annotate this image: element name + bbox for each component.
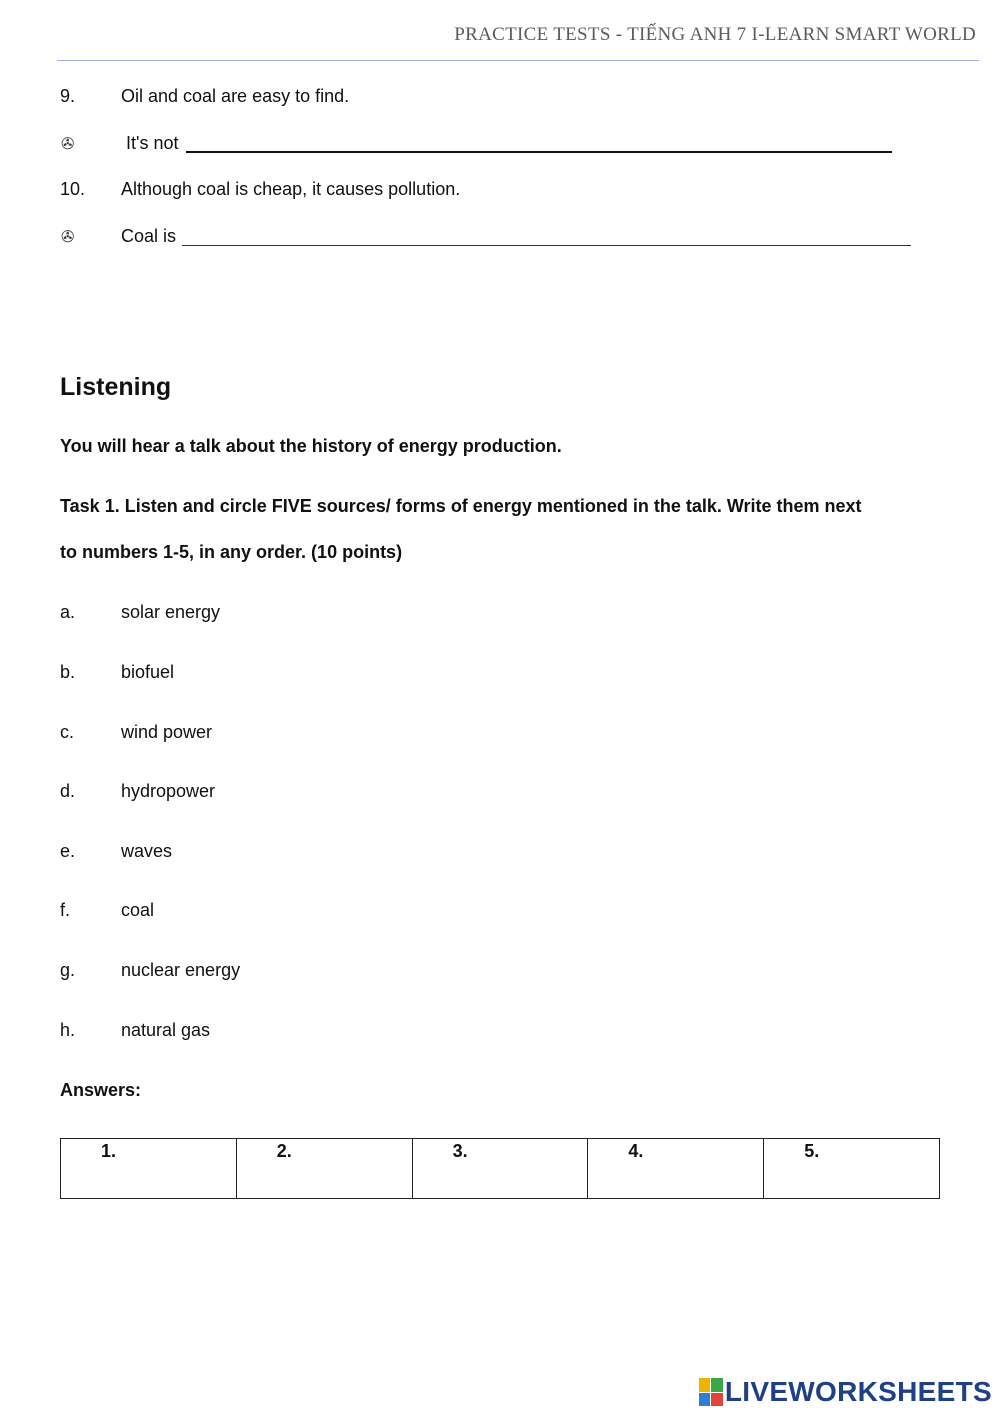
answer-prompt: It's not (126, 133, 179, 153)
option-text[interactable]: hydropower (121, 781, 216, 801)
page-header-title: PRACTICE TESTS - TIẾNG ANH 7 I-LEARN SMART WORLD (454, 24, 976, 45)
option-text[interactable]: biofuel (121, 662, 175, 682)
listening-intro: You will hear a talk about the history of energy production. (60, 436, 562, 456)
header-divider (57, 60, 979, 61)
item-number: 9. (60, 86, 76, 106)
option-text[interactable]: wind power (121, 722, 213, 742)
option-text[interactable]: solar energy (121, 602, 221, 622)
item-number: 10. (60, 179, 86, 199)
answer-cell[interactable]: 4. (588, 1139, 764, 1199)
answer-prompt: Coal is (121, 226, 177, 246)
answer-arrow-icon: ✇ (61, 136, 75, 153)
task-instruction-line-1: Task 1. Listen and circle FIVE sources/ forms of energy mentioned in the talk. Write them next (60, 496, 862, 516)
option-letter: a. (60, 602, 76, 622)
option-text[interactable]: waves (121, 841, 173, 861)
option-letter: g. (60, 960, 76, 980)
section-title: Listening (60, 373, 172, 401)
answer-arrow-icon: ✇ (61, 229, 75, 246)
answer-cell[interactable]: 1. (61, 1139, 237, 1199)
logo-text: LIVEWORKSHEETS (724, 1376, 992, 1407)
liveworksheets-logo-icon (699, 1378, 723, 1406)
option-letter: h. (60, 1020, 76, 1040)
item-sentence: Oil and coal are easy to find. (121, 86, 350, 106)
option-letter: c. (60, 722, 75, 742)
option-text[interactable]: nuclear energy (121, 960, 241, 980)
option-text[interactable]: natural gas (121, 1020, 211, 1040)
option-text[interactable]: coal (121, 900, 155, 920)
answers-table (60, 1138, 940, 1199)
answer-blank-line[interactable] (182, 245, 911, 246)
item-sentence: Although coal is cheap, it causes pollution. (121, 179, 461, 199)
option-letter: b. (60, 662, 76, 682)
task-instruction-line-2: to numbers 1-5, in any order. (10 points) (60, 542, 403, 562)
answer-cell[interactable]: 5. (764, 1139, 940, 1199)
answer-cell[interactable]: 2. (236, 1139, 412, 1199)
option-letter: d. (60, 781, 76, 801)
answer-blank-line[interactable] (186, 151, 892, 153)
option-letter: f. (60, 900, 71, 920)
liveworksheets-logo (699, 1376, 992, 1408)
answers-label: Answers: (60, 1080, 142, 1100)
option-letter: e. (60, 841, 76, 861)
answer-cell[interactable]: 3. (412, 1139, 588, 1199)
